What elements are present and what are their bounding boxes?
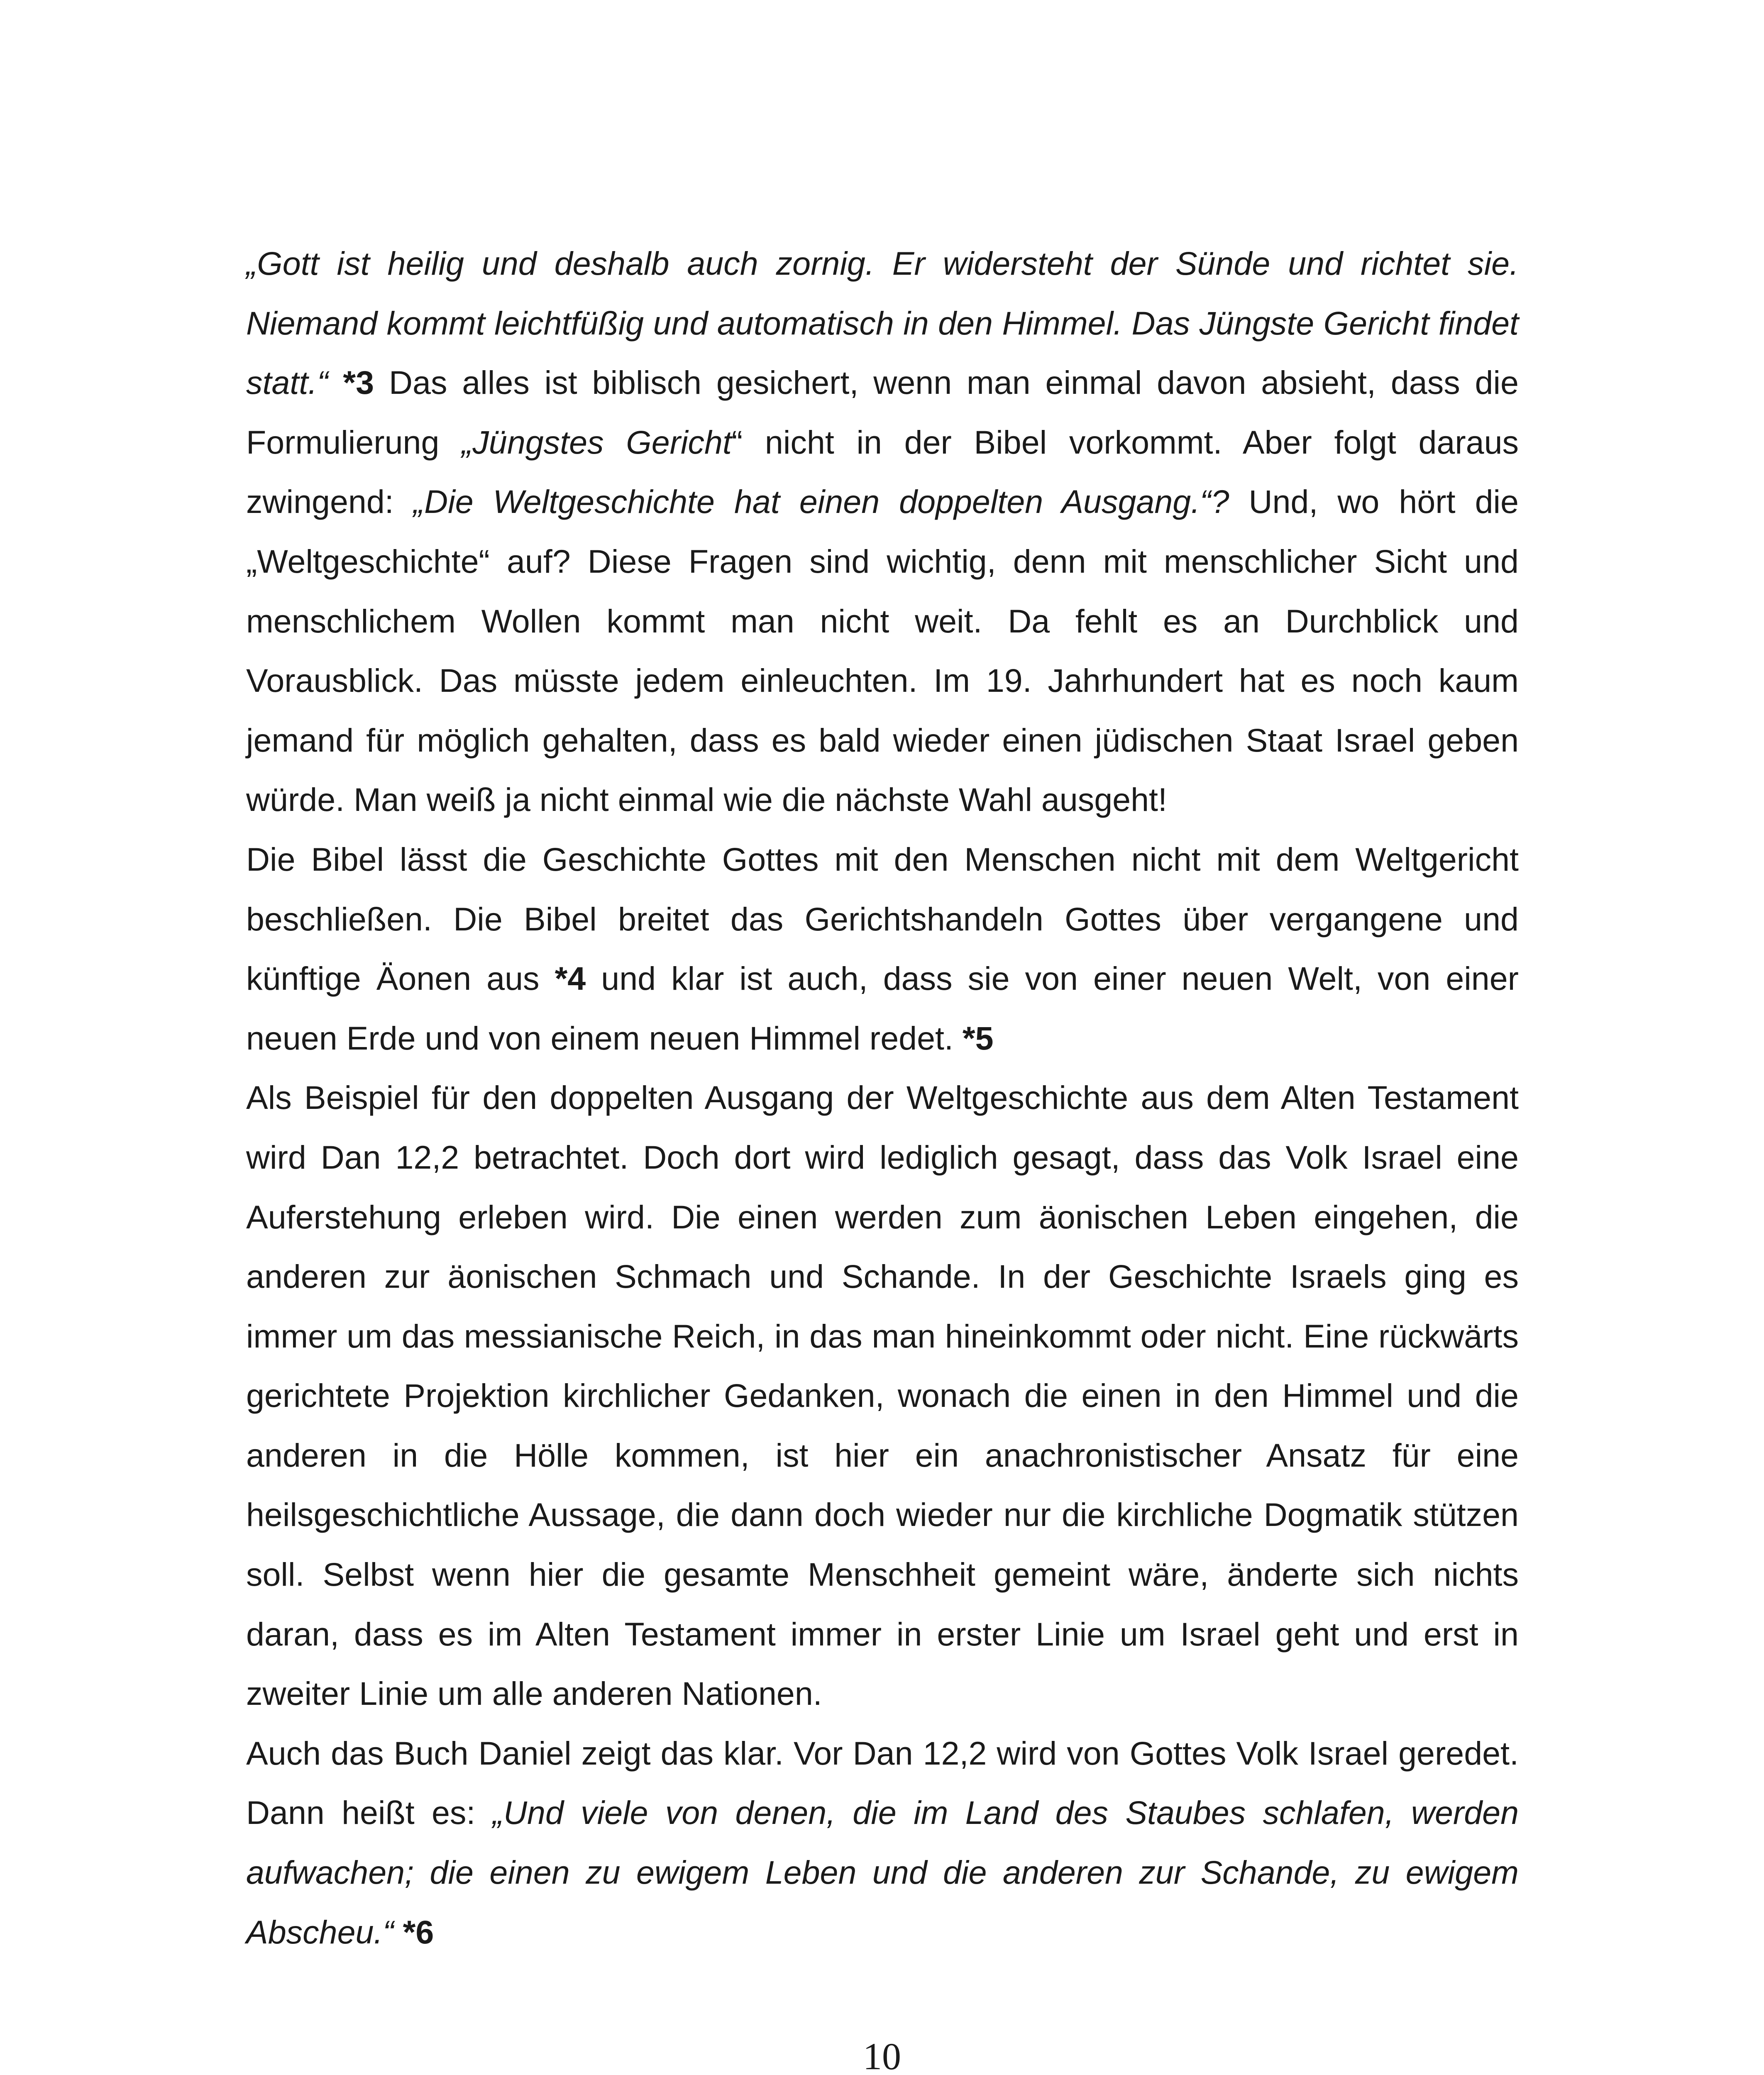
text-run: “ nicht in der Bibel vorkommt. Aber folgt daraus zwingend: bbox=[246, 423, 1519, 520]
quote-text: „Und viele von denen, die im Land des Staubes schlafen, werden aufwachen; die einen zu ewigem Leben und die anderen zur Schande, zu ewigem Abscheu.“ bbox=[246, 1794, 1519, 1950]
page-number: 10 bbox=[863, 2035, 901, 2075]
paragraph-3 bbox=[246, 1068, 1519, 1723]
text-run bbox=[394, 1914, 403, 1950]
footnote-marker-6: *6 bbox=[403, 1913, 434, 1950]
paragraph-4 bbox=[246, 1723, 1519, 1962]
text-run: Als Beispiel für den doppelten Ausgang der Weltgeschichte aus dem Alten Testament wird Dan 12,2 betrachtet. Doch dort wird lediglich gesagt, dass das Volk Israel eine Auferstehung erleben wird. Die einen werden zum äonischen Leben eingehen, die anderen zur äonischen Schmach und Schande. In der Geschichte Israels ging es immer um das messianische Reich, in das man hineinkommt oder nicht. Eine rückwärts gerichtete Projektion kirchlicher Gedanken, wonach die einen in den Himmel und die anderen in die Hölle kommen, ist hier ein anachronistischer Ansatz für eine heilsgeschichtliche Aussage, die dann doch wieder nur die kirchliche Dogmatik stützen soll. Selbst wenn hier die gesamte Menschheit gemeint wäre, änderte sich nichts daran, dass es im Alten Testament immer in erster Linie um Israel geht und erst in zweiter Linie um alle anderen Nationen. bbox=[246, 1079, 1519, 1712]
paragraph-2 bbox=[246, 830, 1519, 1068]
footnote-marker-5: *5 bbox=[962, 1019, 994, 1057]
text-run: und klar ist auch, dass sie von einer neuen Welt, von einer neuen Erde und von einem neuen Himmel redet. bbox=[246, 960, 1519, 1057]
text-run: Auch das Buch Daniel zeigt das klar. Vor Dan 12,2 wird von Gottes Volk Israel geredet. Dann heißt es: bbox=[246, 1734, 1519, 1831]
text-run bbox=[328, 364, 343, 401]
footnote-marker-4: *4 bbox=[555, 960, 586, 997]
body-text bbox=[246, 234, 1519, 1962]
text-run: Das alles ist biblisch gesichert, wenn man einmal davon absieht, dass die Formulierung bbox=[246, 364, 1519, 461]
quote-text: „Die Weltgeschichte hat einen doppelten Ausgang.“? bbox=[413, 483, 1229, 520]
paragraph-1 bbox=[246, 234, 1519, 830]
text-run: Die Bibel lässt die Geschichte Gottes mit den Menschen nicht mit dem Weltgericht beschließen. Die Bibel breitet das Gerichtshandeln Gottes über vergangene und künftige Äonen aus bbox=[246, 840, 1519, 997]
quote-text: „Gott ist heilig und deshalb auch zornig. Er widersteht der Sünde und richtet sie. Niemand kommt leichtfüßig und automatisch in den Himmel. Das Jüngste Gericht findet statt.“ bbox=[246, 245, 1519, 401]
quote-text: „Jüngstes Gericht bbox=[462, 423, 732, 461]
text-run: Und, wo hört die „Weltgeschichte“ auf? Diese Fragen sind wichtig, denn mit menschlicher Sicht und menschlichem Wollen kommt man nicht weit. Da fehlt es an Durchblick und Vorausblick. Das müsste jedem einleuchten. Im 19. Jahrhundert hat es noch kaum jemand für möglich gehalten, dass es bald wieder einen jüdischen Staat Israel geben würde. Man weiß ja nicht einmal wie die nächste Wahl ausgeht! bbox=[246, 483, 1519, 818]
footnote-marker-3: *3 bbox=[343, 364, 374, 401]
